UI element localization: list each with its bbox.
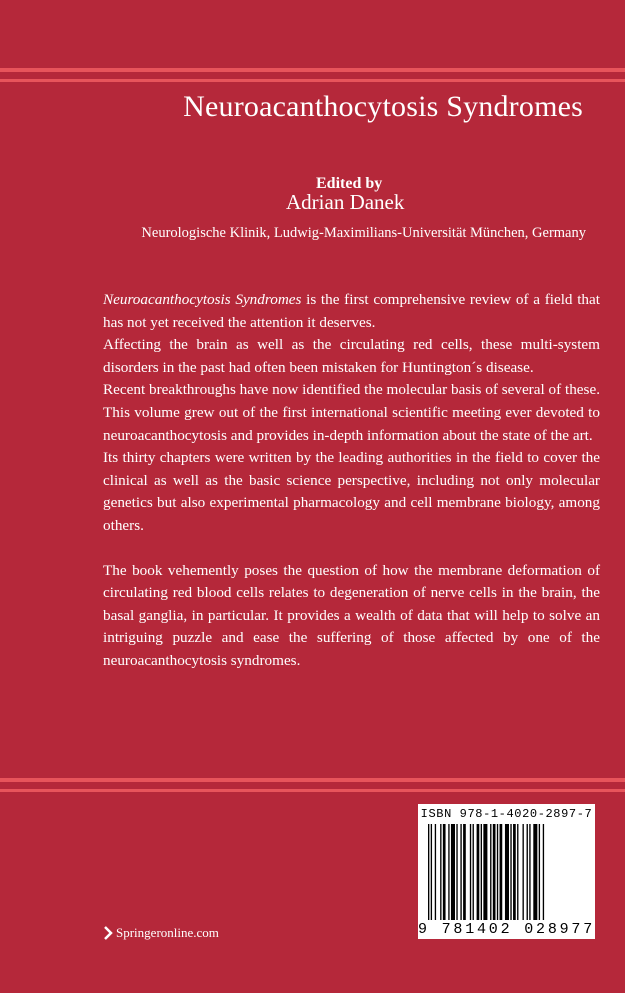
chevron-right-icon [104,926,113,940]
top-rule-thick [0,68,625,72]
publisher-link[interactable] [104,925,219,941]
bottom-rule-thick [0,778,625,782]
book-title: Neuroacanthocytosis Syndromes [183,90,583,123]
bottom-rule-thin [0,789,625,792]
blurb-p1-text: is the first comprehensive review of a field that has not yet received the attention it deserves. [103,291,600,331]
blurb-paragraph-5: The book vehemently poses the question of how the membrane deformation of circulating red blood cells relates to degeneration of nerve cells in the brain, the basal ganglia, in particular. It provides a wealth of data that will help to solve an intriguing puzzle and ease the suffering of those affected by one of the neuroacanthocytosis syndromes. [103,561,600,669]
ean-digits: 9 781402 028977 [418,921,596,938]
blurb-paragraph-2: Affecting the brain as well as the circulating red cells, these multi-system disorders in the past had often been mistaken for Huntington´s disease. [103,336,600,376]
editor-name: Adrian Danek [286,190,405,214]
isbn-label: ISBN 978-1-4020-2897-7 [420,807,593,821]
editor-affiliation: Neurologische Klinik, Ludwig-Maximilians-Universität München, Germany [141,225,586,241]
edited-by-label: Edited by [316,175,383,192]
blurb-paragraph-4: Its thirty chapters were written by the leading authorities in the field to cover the clinical as well as the basic science perspective, including not only molecular genetics but also experimental pharmacology and cell membrane biology, among others. [103,449,600,534]
barcode-bars [428,824,588,920]
top-rule-thin [0,79,625,82]
blurb [103,289,600,673]
publisher-url: Springeronline.com [116,925,219,940]
blurb-paragraph-3: Recent breakthroughs have now identified the molecular basis of several of these. This volume grew out of the first international scientific meeting ever devoted to neuroacanthocytosis and provides in-depth information about the state of the art. [103,381,600,444]
blurb-title-italic: Neuroacanthocytosis Syndromes [103,291,302,308]
isbn-barcode [418,804,595,939]
blurb-paragraph-1 [103,289,600,334]
